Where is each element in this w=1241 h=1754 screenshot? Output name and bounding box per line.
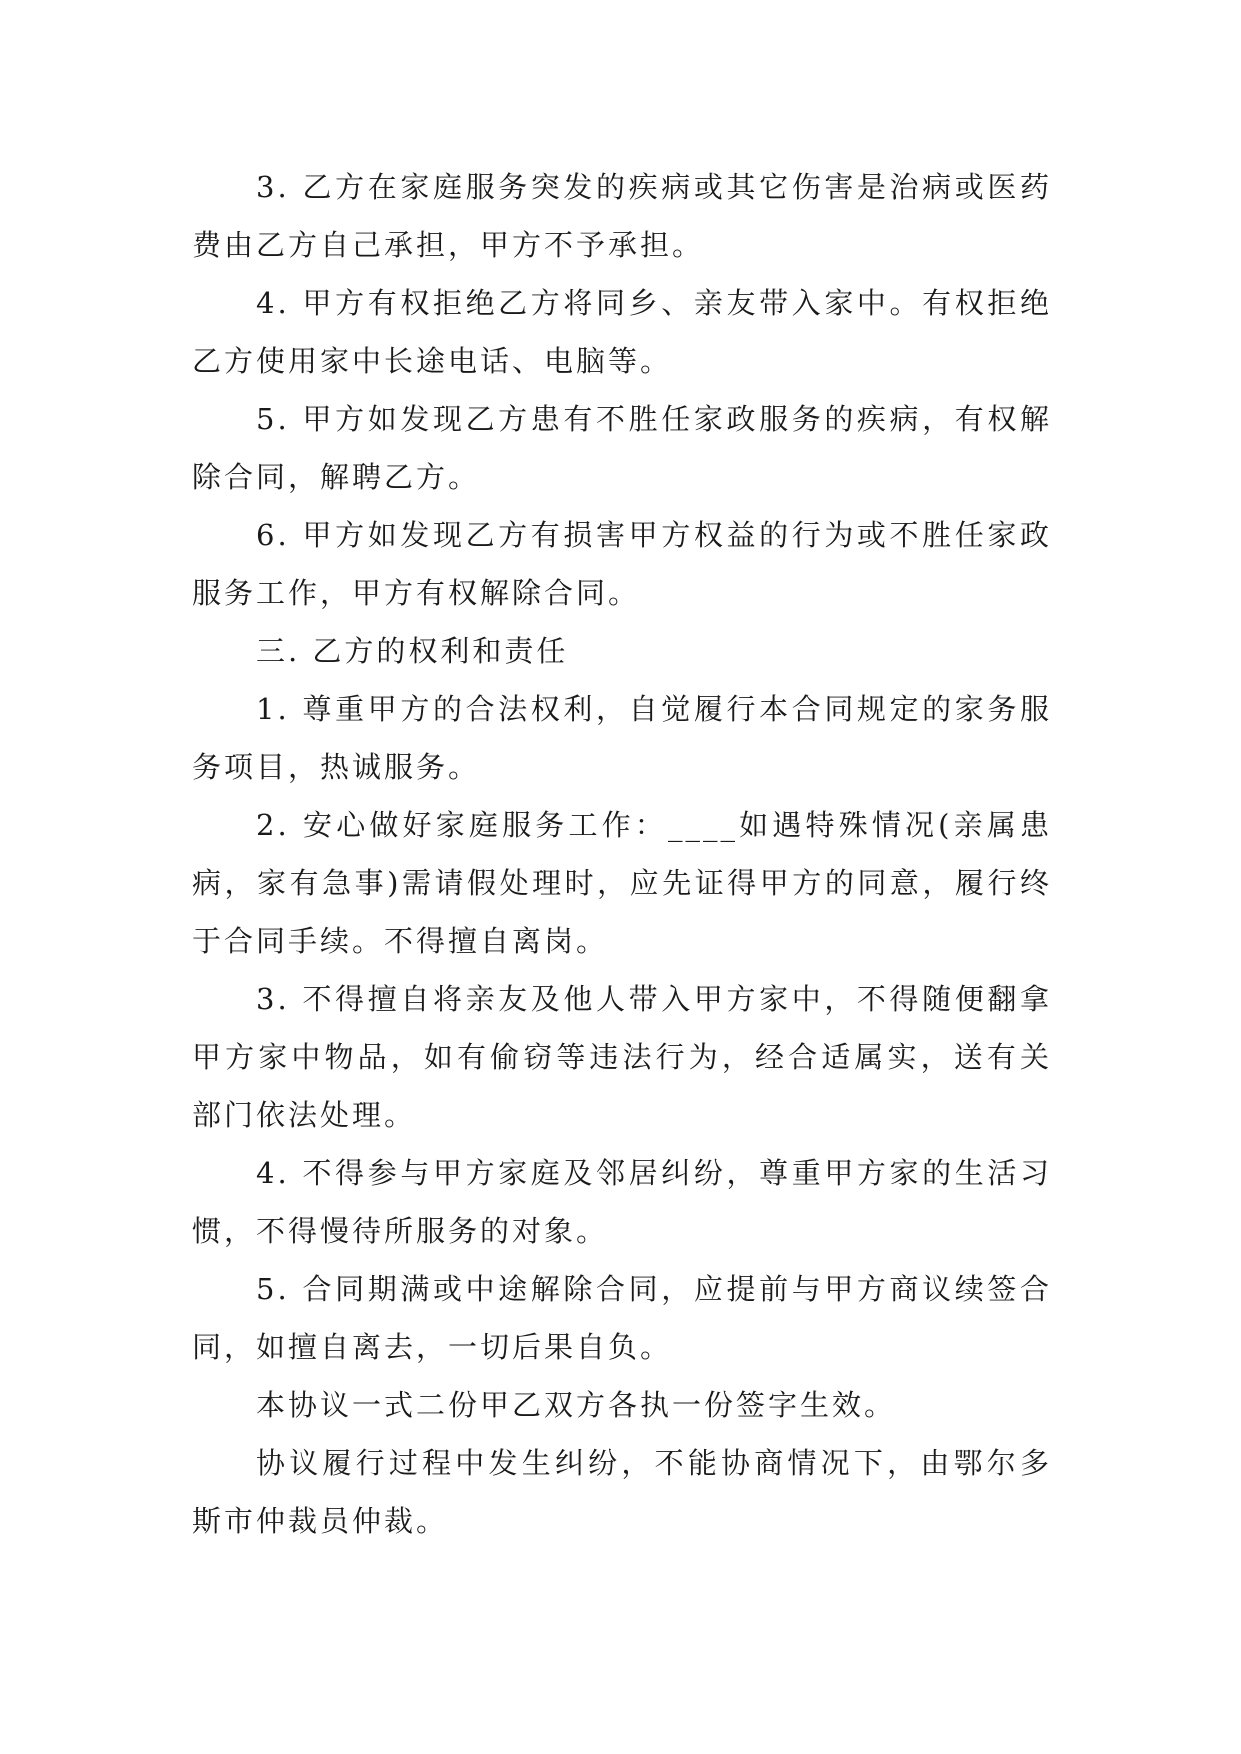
paragraph-b-item-2-leave-procedure: 2. 安心做好家庭服务工作：____如遇特殊情况(亲属患病，家有急事)需请假处理时，应先证得甲方的同意，履行终于合同手续。不得擅自离岗。 <box>192 808 1052 958</box>
paragraph-b-item-4-no-disputes: 4. 不得参与甲方家庭及邻居纠纷，尊重甲方家的生活习惯，不得慢待所服务的对象。 <box>192 1156 1052 1248</box>
paragraph-item-4-refuse-guests: 4. 甲方有权拒绝乙方将同乡、亲友带入家中。有权拒绝乙方使用家中长途电话、电脑等。 <box>192 286 1052 378</box>
paragraph-b-item-5-contract-expiry: 5. 合同期满或中途解除合同，应提前与甲方商议续签合同，如擅自离去，一切后果自负。 <box>192 1272 1052 1364</box>
paragraph-item-6-misconduct-termination: 6. 甲方如发现乙方有损害甲方权益的行为或不胜任家政服务工作，甲方有权解除合同。 <box>192 518 1052 610</box>
section-heading-party-b-rights: 三. 乙方的权利和责任 <box>256 634 569 668</box>
paragraph-copies-effective: 本协议一式二份甲乙双方各执一份签字生效。 <box>256 1388 897 1422</box>
paragraph-item-5-illness-termination: 5. 甲方如发现乙方患有不胜任家政服务的疾病，有权解除合同，解聘乙方。 <box>192 402 1052 494</box>
paragraph-b-item-3-no-guests: 3. 不得擅自将亲友及他人带入甲方家中，不得随便翻拿甲方家中物品，如有偷窃等违法行为，经合适属实，送有关部门依法处理。 <box>192 982 1052 1132</box>
paragraph-arbitration: 协议履行过程中发生纠纷，不能协商情况下，由鄂尔多斯市仲裁员仲裁。 <box>192 1446 1052 1538</box>
document-body <box>192 158 1052 1550</box>
paragraph-item-3-medical-costs: 3. 乙方在家庭服务突发的疾病或其它伤害是治病或医药费由乙方自己承担，甲方不予承担。 <box>192 170 1052 262</box>
paragraph-b-item-1-respect-rights: 1. 尊重甲方的合法权利，自觉履行本合同规定的家务服务项目，热诚服务。 <box>192 692 1052 784</box>
